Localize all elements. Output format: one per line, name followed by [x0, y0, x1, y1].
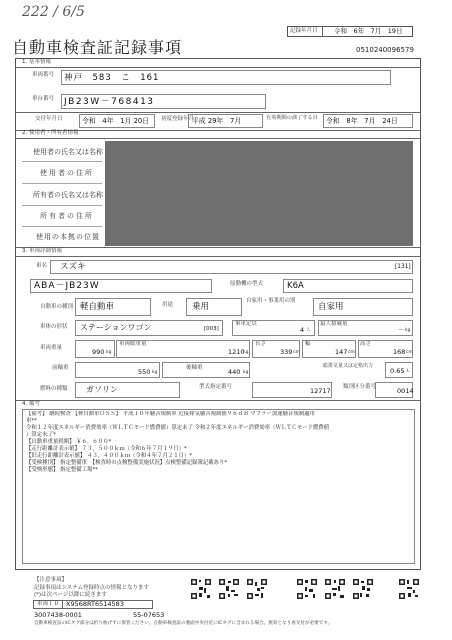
- remark-line: 【備考】 継続検査 【軽自動車ＯＳＳ】 平成１０年騒音規制車 近接排気騒音規制値９６ｄＢ マフラー加速騒音規制適用: [26, 411, 315, 417]
- vehicle-use: 乗用: [192, 302, 210, 312]
- vehicle-id-label: 車両ＩＤ: [37, 601, 60, 607]
- doc-number: 0510240096579: [356, 46, 414, 54]
- capacity: 4: [300, 326, 305, 334]
- class-number-label: 類別区分番号: [343, 384, 377, 390]
- qr-code-icon: [398, 578, 420, 600]
- section-basic: 1. 基本情報: [22, 59, 51, 65]
- model-number: 12717: [310, 387, 331, 395]
- max-load: －: [398, 326, 405, 334]
- owner-address-label: 所有者の住所: [40, 212, 94, 220]
- base-location-label: 使用の本拠の位置: [36, 233, 100, 241]
- width-unit: cm: [348, 350, 355, 355]
- front-axle-label: 前軸重: [52, 365, 69, 371]
- displacement-unit: L: [407, 369, 410, 374]
- gross-weight-unit: kg: [243, 350, 249, 355]
- height-label: 高さ: [360, 341, 372, 347]
- height-unit: cm: [406, 350, 413, 355]
- issue-date: 令和 4年 1月 20日: [82, 117, 150, 125]
- rear-axle-unit: kg: [243, 370, 249, 375]
- private-label: 自家用・事業用の別: [246, 298, 296, 304]
- capacity-unit: 人: [306, 328, 311, 333]
- maker: スズキ: [60, 262, 86, 272]
- remark-line: 【受検形態】 指定整備工場**: [26, 467, 98, 473]
- fuel-type: ガソリン: [86, 385, 118, 394]
- class-number: 0014: [397, 387, 414, 395]
- fuel-label: 燃料の種類: [40, 386, 68, 392]
- user-address-label: 使用者の住所: [40, 169, 94, 177]
- engine-label: 原動機の型式: [230, 281, 264, 287]
- qr-code-icon: [190, 578, 212, 600]
- remarks-text: [26, 411, 411, 474]
- remark-line: ）算定未了*: [26, 432, 56, 438]
- first-reg-date: 平成 29年 7月: [192, 117, 242, 125]
- qr-code-icon: [296, 578, 318, 600]
- notice-title: 【注意事項】: [34, 577, 68, 583]
- chassis-label: 車台番号: [32, 96, 55, 102]
- expiry-label: 有効期間の満了する日: [266, 115, 318, 121]
- width: 147: [335, 348, 348, 356]
- model-number-label: 型式指定番号: [199, 384, 233, 390]
- maker-label: 車名: [36, 263, 48, 269]
- length: 339: [280, 348, 293, 356]
- owner-name-label: 所有者の氏名又は名称: [33, 191, 103, 199]
- weight-label: 車両重量: [40, 345, 63, 351]
- qr-code-icon: [218, 578, 240, 600]
- notice-line-1: 記録事項はシステム登録時点の情報となります: [34, 585, 149, 591]
- handwritten-note: 222 / 6/5: [22, 4, 85, 20]
- gross-weight-label: 車両総重量: [119, 341, 147, 347]
- record-date-label: 記録年月日: [290, 28, 318, 34]
- remark-line: 【旧走行距離計表示値】 ４３，４００ｋｍ（令和４年７月２１日）*: [26, 453, 193, 459]
- engine-type: K6A: [287, 281, 304, 291]
- maker-code: [131]: [395, 264, 411, 270]
- private-business: 自家用: [318, 302, 344, 312]
- remark-line: 【自動車重量税額】 ￥６，６００*: [26, 439, 112, 445]
- record-date: 令和 6年 7月 19日: [334, 27, 403, 35]
- qr-code-icon: [352, 578, 374, 600]
- remark-line: 車**: [26, 418, 37, 424]
- reg-no: 神戸 583 こ 161: [64, 73, 160, 83]
- first-reg-label: 初度登録年月: [161, 116, 195, 122]
- page-title: 自動車検査証記録事項: [12, 38, 183, 57]
- reg-no-label: 車両番号: [32, 72, 55, 78]
- code-1: 3007438-0001: [34, 611, 82, 619]
- width-label: 幅: [305, 341, 311, 347]
- shape-label: 車体の形状: [40, 324, 68, 330]
- section-remarks: 4. 備考: [22, 401, 40, 407]
- expiry-date: 令和 8年 7月 24日: [326, 117, 398, 125]
- length-label: 長さ: [255, 341, 267, 347]
- qr-code-icon: [324, 578, 346, 600]
- user-name-label: 使用者の氏名又は名称: [33, 148, 103, 156]
- max-load-unit: kg: [405, 328, 411, 333]
- chassis-number: JB23W－768413: [64, 97, 155, 107]
- section-vehicle: 3. 車両詳細情報: [22, 248, 62, 254]
- front-axle-weight: 550: [138, 368, 151, 376]
- model-type: ABA－JB23W: [34, 281, 100, 291]
- front-axle-unit: kg: [152, 370, 158, 375]
- use-label: 用途: [162, 302, 174, 308]
- vehicle-weight: 990: [92, 348, 105, 356]
- issue-date-label: 交付年月日: [35, 116, 63, 122]
- capacity-label: 乗車定員: [235, 321, 258, 327]
- qr-code-icon: [246, 578, 268, 600]
- gross-weight: 1210: [228, 348, 245, 356]
- rear-axle-label: 後軸重: [186, 365, 203, 371]
- remark-line: 令和１２年度エネルギー消費効率（ＷＬＴＣモード燃費値）算定未了 令和２年度エネルギー消費効率（ＷＬＴＣモード燃費値: [26, 425, 330, 431]
- length-unit: cm: [293, 350, 300, 355]
- section-owner: 2. 使用者・所有者情報: [22, 130, 79, 136]
- remark-line: 【受検種別】 指定整備車 【検査時の点検整備実施状況】点検整備記録簿記載あり*: [26, 460, 228, 466]
- displacement: 0.65: [390, 367, 405, 375]
- height: 168: [393, 348, 406, 356]
- redacted-owner-info: [105, 141, 413, 246]
- body-shape-code: [003]: [204, 326, 219, 332]
- kind-label: 自動車の種別: [40, 304, 74, 310]
- vehicle-id: X9568RT6514583: [66, 600, 124, 608]
- vehicle-kind: 軽自動車: [80, 302, 115, 312]
- notice-line-2: (*)は次ページ以降に続きます: [34, 592, 107, 598]
- displacement-label: 総排気量又は定格出力: [323, 363, 374, 369]
- code-2: 55-07653: [133, 611, 165, 619]
- remark-line: 【走行距離計表示値】 ７３，５００ｋｍ（令和６年７月１９日）*: [26, 446, 187, 452]
- body-shape: ステーションワゴン: [80, 323, 152, 332]
- weight-unit: kg: [106, 350, 112, 355]
- disclaimer: 自動車検査証のICタグ部分は折り曲げずに保管ください。自動車検査証の裏面中央付近にICタグに含まれる場合、無効となり再交付が必要です。: [34, 621, 333, 626]
- max-load-label: 最大積載量: [320, 321, 348, 327]
- rear-axle-weight: 440: [228, 368, 241, 376]
